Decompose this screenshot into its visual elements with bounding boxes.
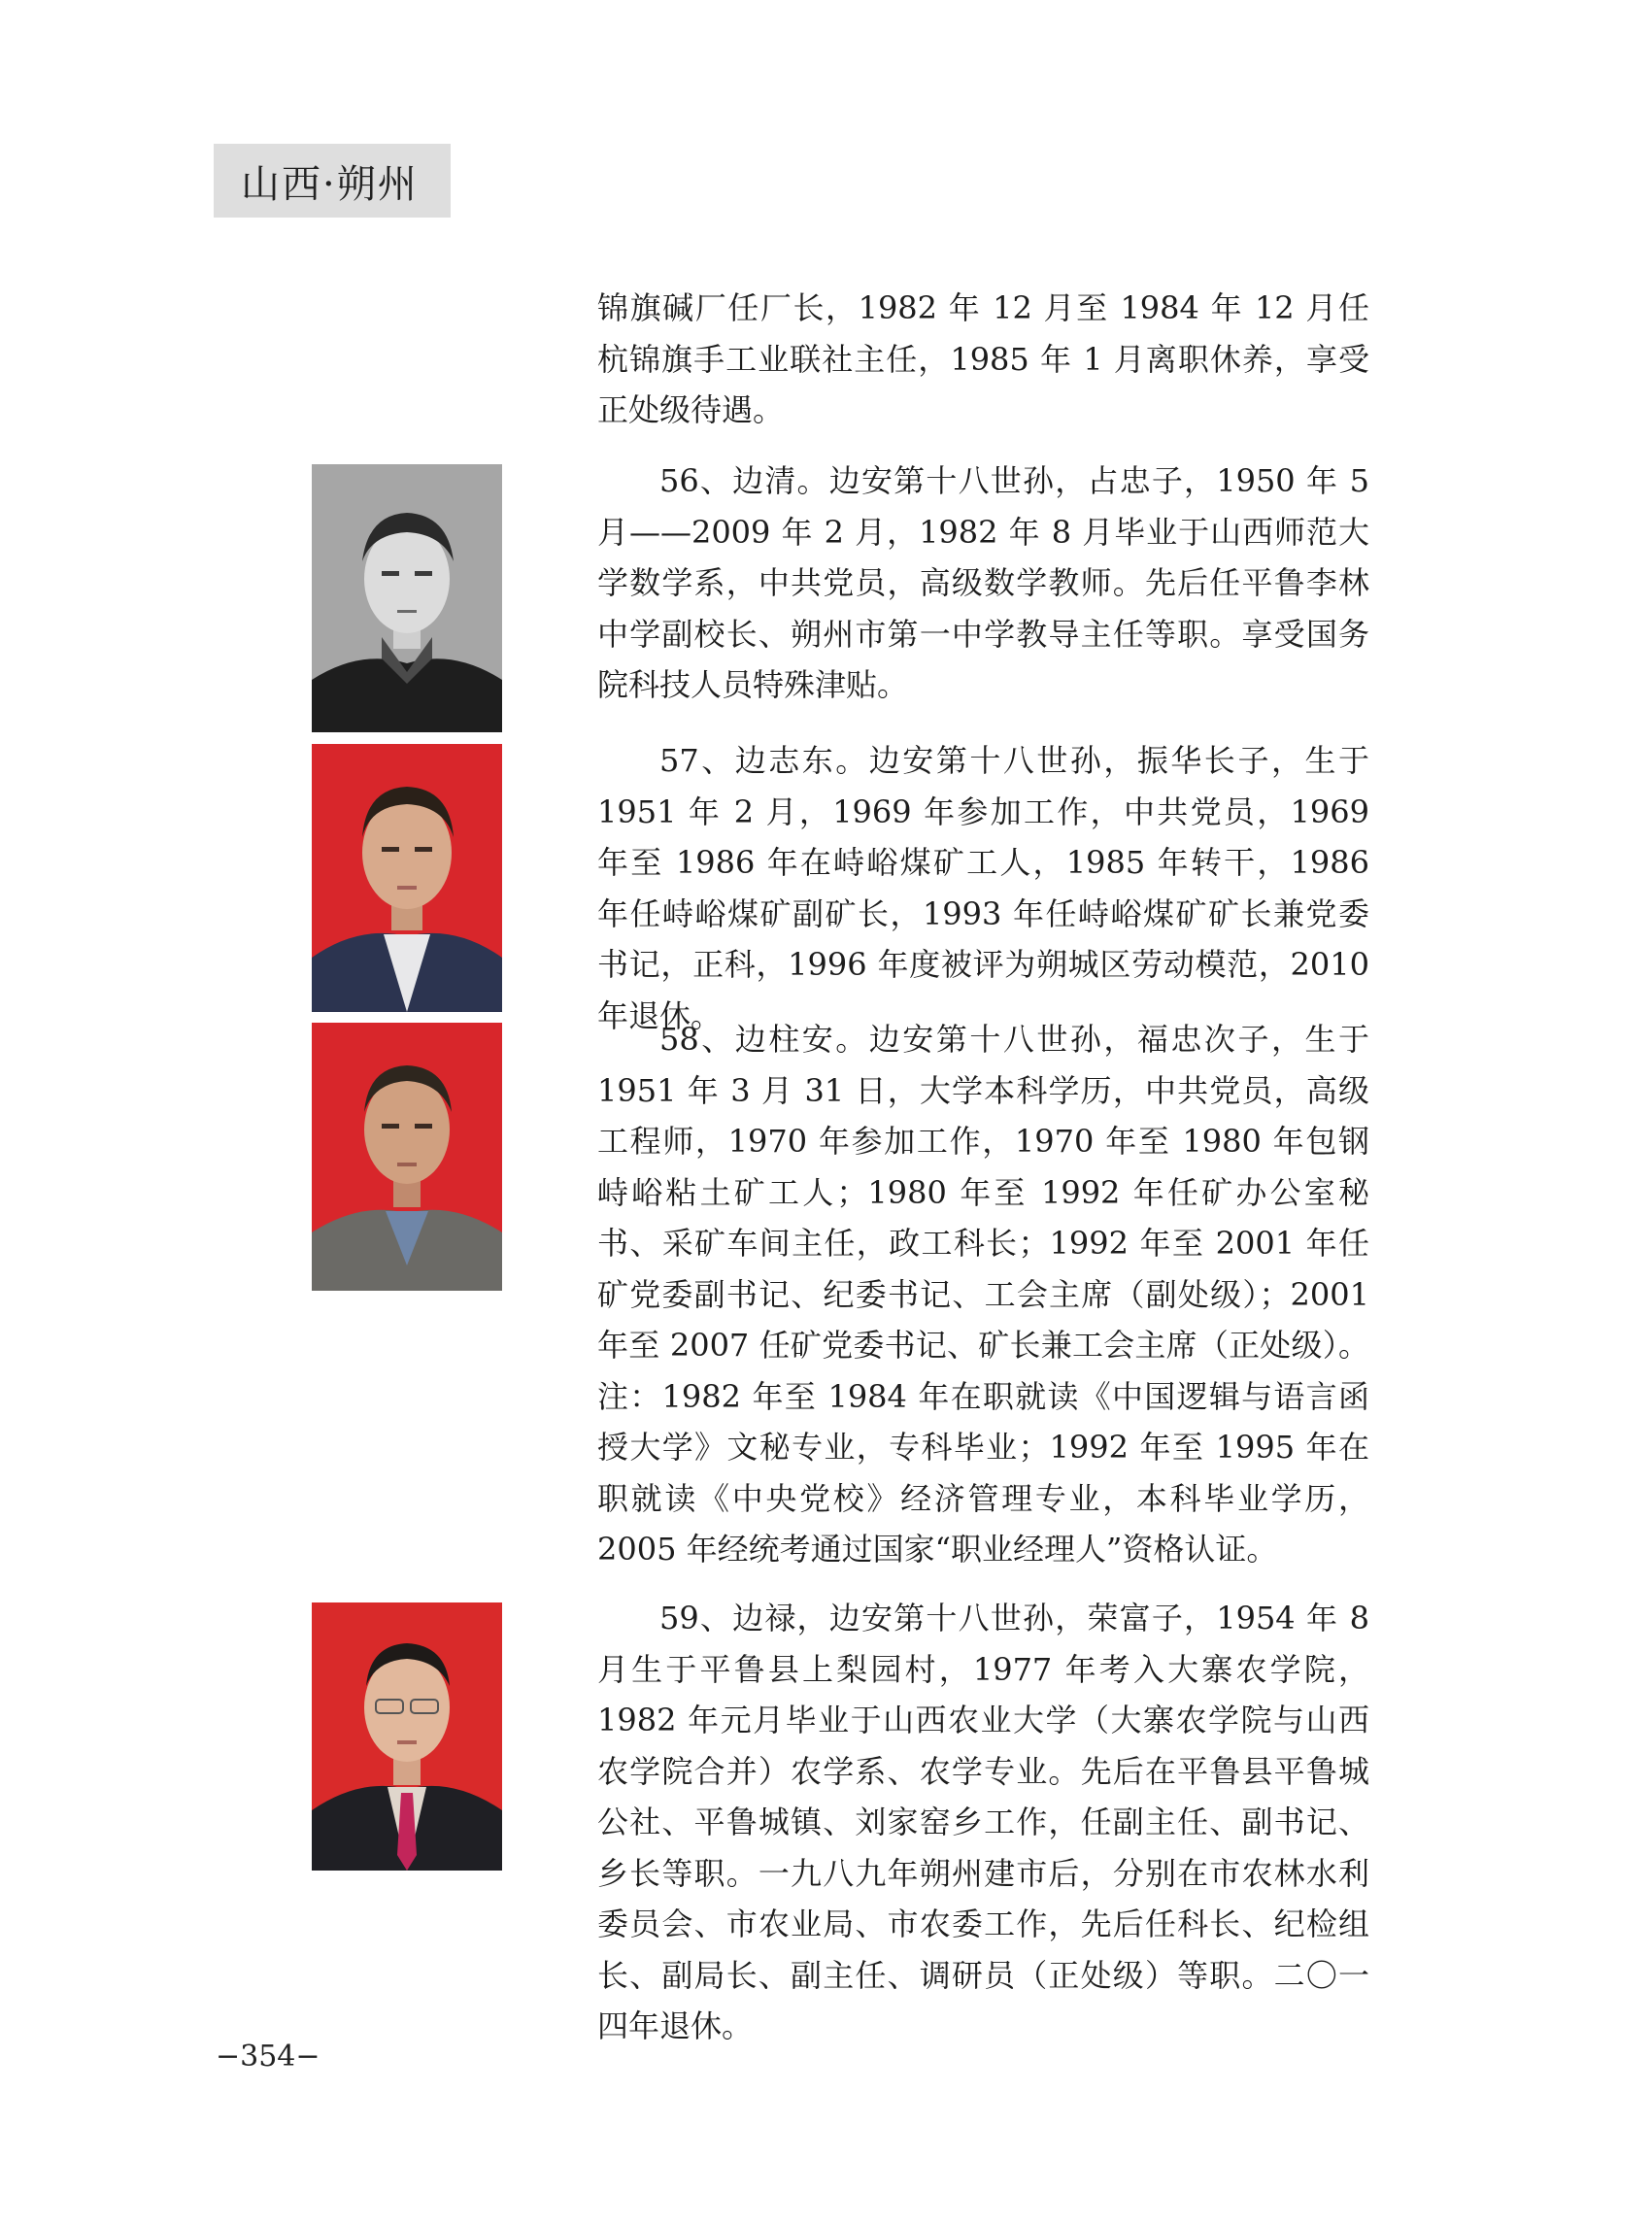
page-number: −354− xyxy=(216,2040,320,2074)
entry-59-bian-lu: 59、边禄，边安第十八世孙，荣富子，1954 年 8 月生于平鲁县上梨园村，1977 年考入大寨农学院，1982 年元月毕业于山西农业大学（大寨农学院与山西农学院合并）农学系、农学专业。先后在平鲁县平鲁城公社、平鲁城镇、刘家窑乡工作，任副主任、副书记、乡长等职。一九八九年朔州建市后，分别在市农林水利委员会、市农业局、市农委工作，先后任科长、纪检组长、副局长、副主任、调研员（正处级）等职。二〇一四年退休。 xyxy=(597,1600,1369,2044)
continued-paragraph: 锦旗碱厂任厂长，1982 年 12 月至 1984 年 12 月任杭锦旗手工业联社主任，1985 年 1 月离职休养，享受正处级待遇。 xyxy=(597,289,1369,428)
portrait-photo-bian-qing xyxy=(312,464,502,732)
entry-57-bian-zhidong: 57、边志东。边安第十八世孙，振华长子，生于 1951 年 2 月，1969 年参加工作，中共党员，1969 年至 1986 年在峙峪煤矿工人，1985 年转干，1986 年任峙峪煤矿副矿长，1993 年任峙峪煤矿矿长兼党委书记，正科，1996 年度被评为朔城区劳动模范，2010 年退休。 xyxy=(597,742,1369,1034)
portrait-photo-bian-lu xyxy=(312,1602,502,1871)
section-header-tag xyxy=(214,144,451,218)
entry-56-bian-qing: 56、边清。边安第十八世孙，占忠子，1950 年 5 月——2009 年 2 月，1982 年 8 月毕业于山西师范大学数学系，中共党员，高级数学教师。先后任平鲁李林中学副校长、朔州市第一中学教导主任等职。享受国务院科技人员特殊津贴。 xyxy=(597,462,1369,703)
portrait-photo-bian-zhuan xyxy=(312,1023,502,1291)
entry-58-bian-zhuan: 58、边柱安。边安第十八世孙，福忠次子，生于 1951 年 3 月 31 日，大学本科学历，中共党员，高级工程师，1970 年参加工作，1970 年至 1980 年包钢峙峪粘土矿工人；1980 年至 1992 年任矿办公室秘书、采矿车间主任，政工科长；1992 年至 2001 年任矿党委副书记、纪委书记、工会主席（副处级）；2001 年至 2007 任矿党委书记、矿长兼工会主席（正处级）。注：1982 年至 1984 年在职就读《中国逻辑与语言函授大学》文秘专业，专科毕业；1992 年至 1995 年在职就读《中央党校》经济管理专业，本科毕业学历，2005 年经统考通过国家“职业经理人”资格认证。 xyxy=(597,1021,1369,1568)
section-header-text: 山西·朔州 xyxy=(241,161,419,207)
portrait-photo-bian-zhidong xyxy=(312,744,502,1012)
